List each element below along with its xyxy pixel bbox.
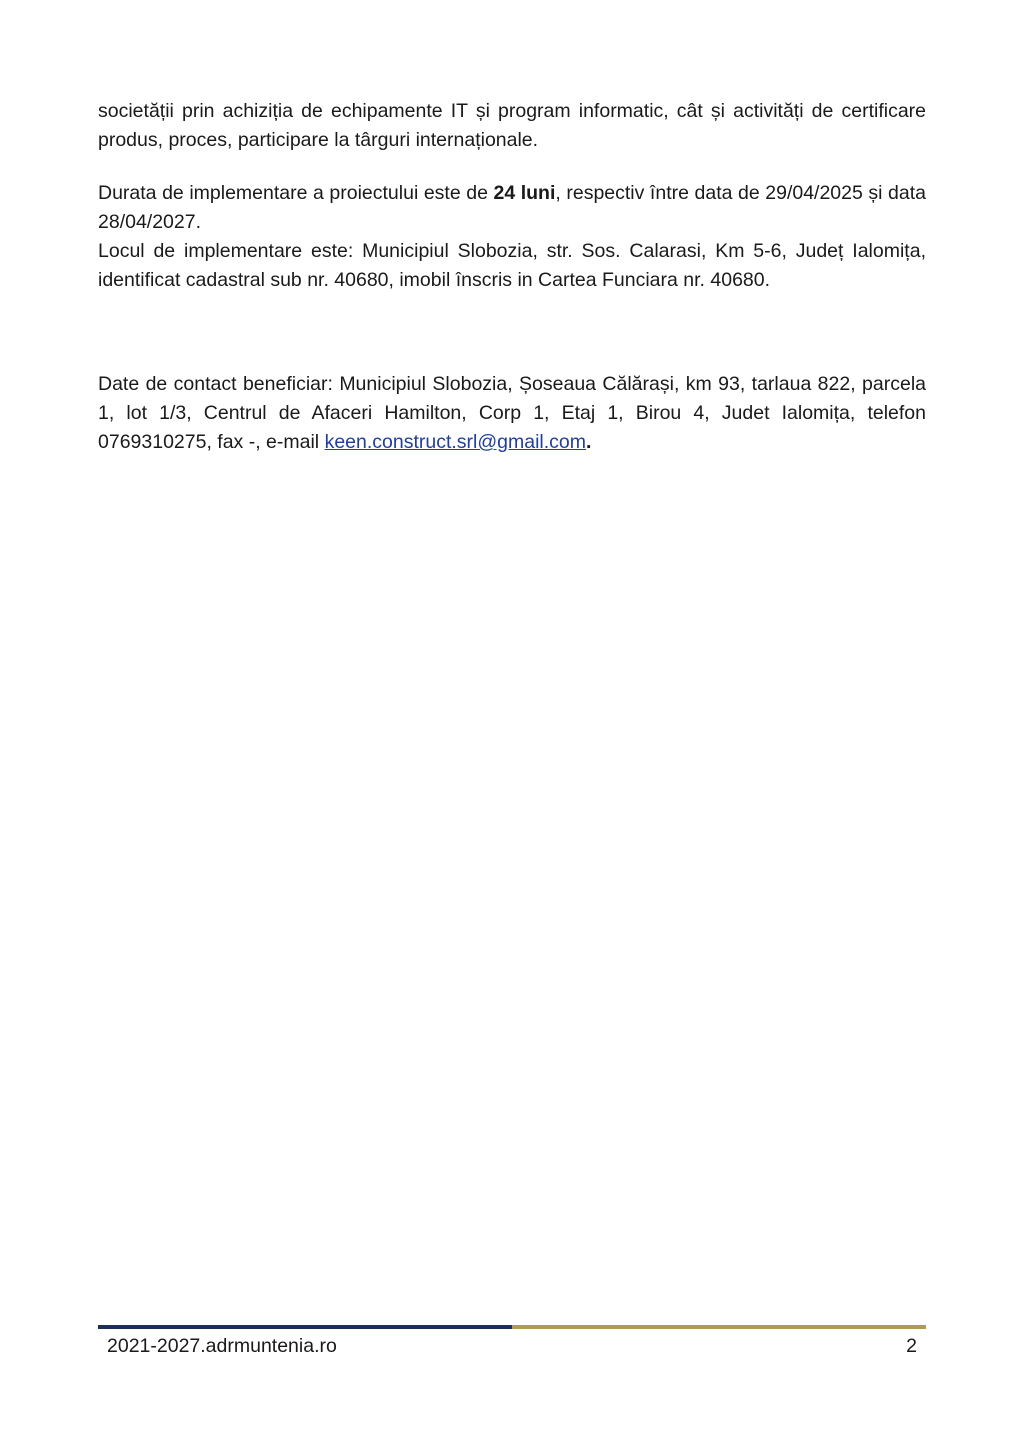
footer-rule-blue (98, 1325, 512, 1329)
duration-text: Durata de implementare a proiectului este de (98, 182, 494, 204)
paragraph-text: societății prin achiziția de echipamente IT și program informatic, cât și activități de certificare produs, proces, participare la târguri internaționale. (98, 100, 926, 151)
footer-website: 2021-2027.adrmuntenia.ro (107, 1335, 337, 1357)
location-text: Locul de implementare este: Municipiul Slobozia, str. Sos. Calarasi, Km 5-6, Județ Ialomița, identificat cadastral sub nr. 40680, imobil înscris in Cartea Funciara nr. 40680. (98, 240, 926, 291)
footer-rule-gold (512, 1325, 926, 1329)
duration-bold: 24 luni (493, 182, 556, 204)
footer-rule (98, 1325, 926, 1329)
contact-end: . (586, 431, 592, 453)
paragraph-contact (98, 370, 926, 457)
contact-text: Date de contact beneficiar: Municipiul Slobozia, Șoseaua Călărași, km 93, tarlaua 822, parcela 1, lot 1/3, Centrul de Afaceri Hamilton, Corp 1, Etaj 1, Birou 4, Judet Ialomița, telefon 0769310275, fax -, e-mail (98, 373, 926, 453)
paragraph-project-description (98, 97, 926, 155)
email-link[interactable]: keen.construct.srl@gmail.com (324, 431, 587, 453)
duration-dates: , respectiv între data de 29/04/2025 și data 28/04/2027. (98, 182, 926, 233)
paragraph-implementation (98, 179, 926, 295)
page-number: 2 (906, 1335, 917, 1357)
